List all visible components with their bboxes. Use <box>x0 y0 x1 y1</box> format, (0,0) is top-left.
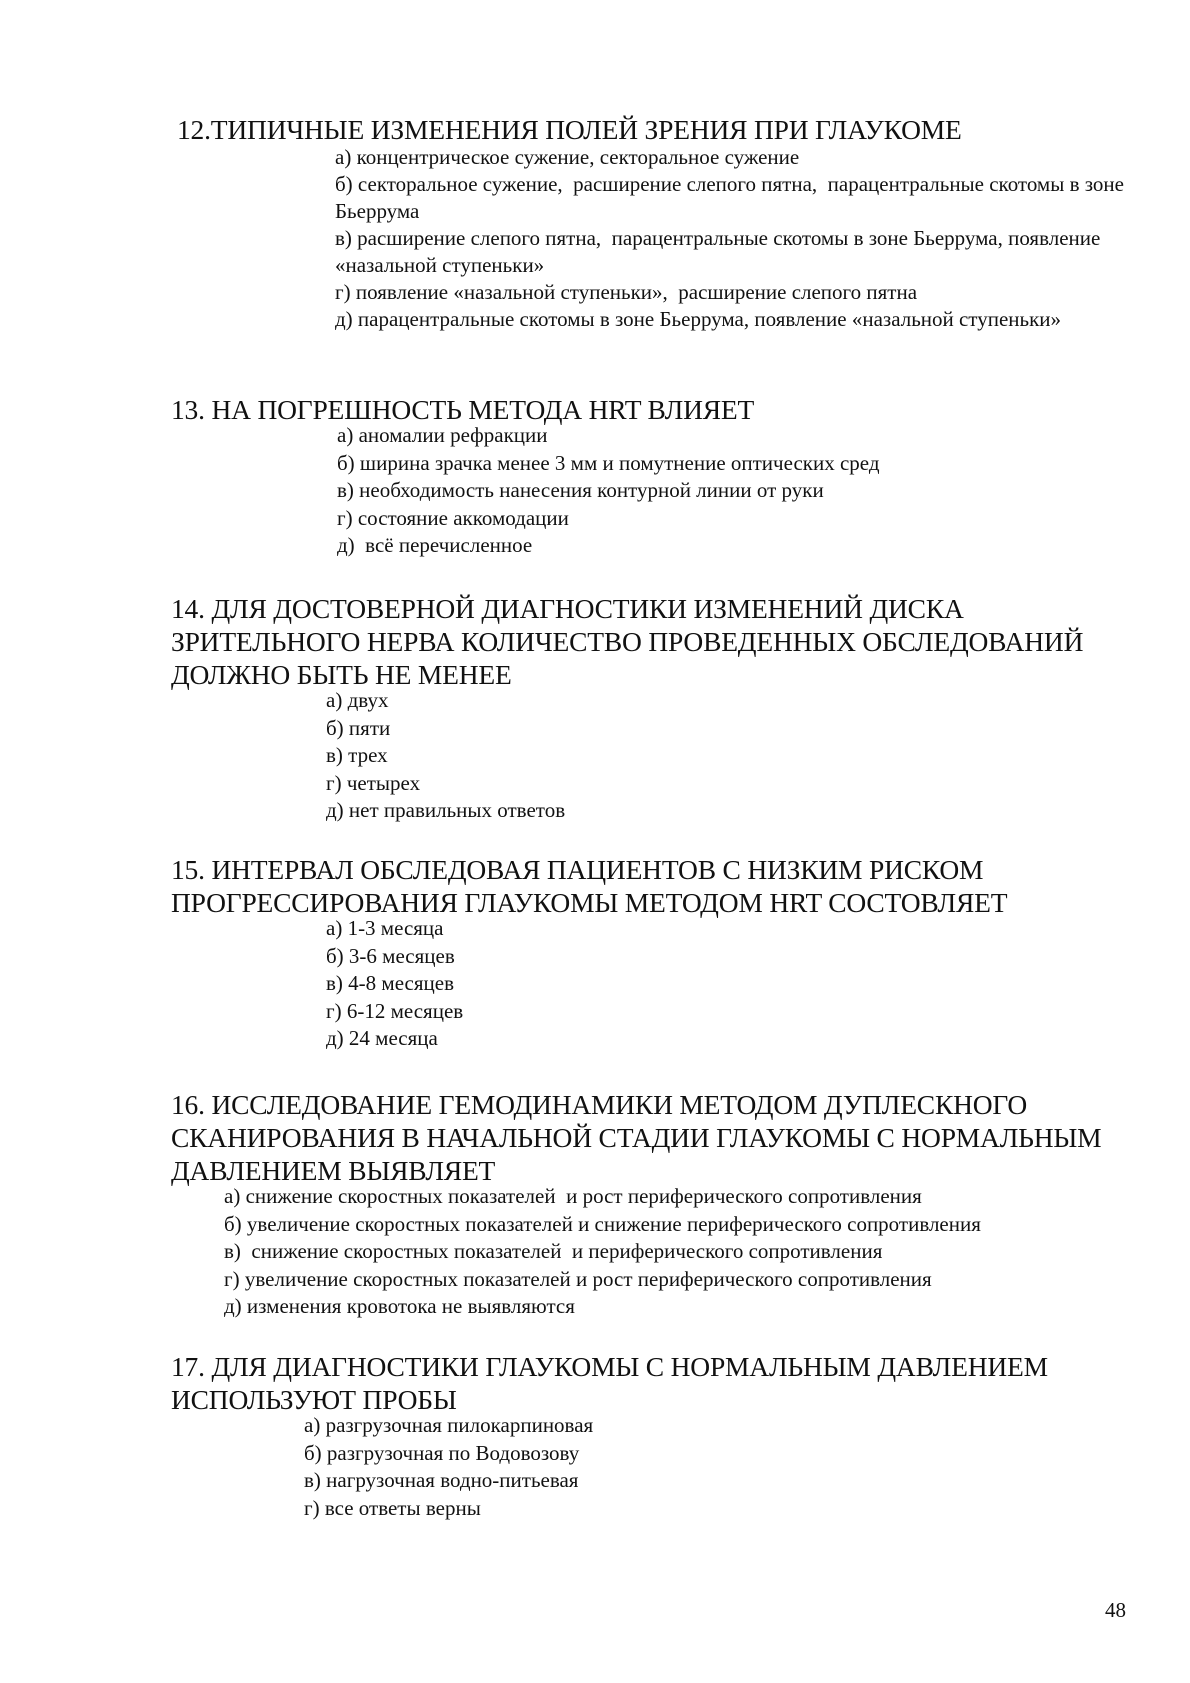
answer-option-b: б) секторальное сужение, расширение слепого пятна, парацентральные скотомы в зоне Бьеррума <box>335 172 1130 223</box>
answer-option-g: г) состояние аккомодации <box>337 505 569 530</box>
answer-option-g: г) появление «назальной ступеньки», расширение слепого пятна <box>335 280 918 304</box>
answer-option-a: а) аномалии рефракции <box>337 423 548 447</box>
answer-option-v: в) нагрузочная водно-питьевая <box>304 1468 579 1492</box>
answer-options <box>337 422 1131 560</box>
question-16 <box>171 1088 1131 1321</box>
answer-option-b: б) 3-6 месяцев <box>326 943 455 968</box>
answer-option-d: д) 24 месяца <box>326 1026 438 1050</box>
answer-option-v: в) расширение слепого пятна, парацентральные скотомы в зоне Бьеррума, появление «назальной ступеньки» <box>335 226 1106 277</box>
answer-options <box>326 915 1131 1053</box>
answer-option-b: б) пяти <box>326 715 391 740</box>
page-number: 48 <box>1105 1598 1126 1622</box>
answer-option-v: в) 4-8 месяцев <box>326 971 454 995</box>
answer-option-g: г) все ответы верны <box>304 1495 481 1520</box>
answer-option-d: д) парацентральные скотомы в зоне Бьеррума, появление «назальной ступеньки» <box>335 307 1062 331</box>
question-14 <box>171 592 1131 825</box>
question-12 <box>171 113 1131 333</box>
answer-option-a: а) концентрическое сужение, секторальное сужение <box>335 145 800 169</box>
answer-option-d: д) изменения кровотока не выявляются <box>224 1294 575 1318</box>
question-15 <box>171 853 1131 1053</box>
answer-option-a: а) разгрузочная пилокарпиновая <box>304 1413 594 1437</box>
question-title: 17. ДЛЯ ДИАГНОСТИКИ ГЛАУКОМЫ С НОРМАЛЬНЫМ ДАВЛЕНИЕМ ИСПОЛЬЗУЮТ ПРОБЫ <box>171 1351 1048 1415</box>
answer-options <box>326 687 1131 825</box>
answer-options <box>224 1183 1131 1321</box>
answer-option-d: д) всё перечисленное <box>337 533 533 557</box>
answer-option-v: в) снижение скоростных показателей и периферического сопротивления <box>224 1239 883 1263</box>
question-title: 12.ТИПИЧНЫЕ ИЗМЕНЕНИЯ ПОЛЕЙ ЗРЕНИЯ ПРИ ГЛАУКОМЕ <box>177 114 962 145</box>
question-title: 14. ДЛЯ ДОСТОВЕРНОЙ ДИАГНОСТИКИ ИЗМЕНЕНИЙ ДИСКА ЗРИТЕЛЬНОГО НЕРВА КОЛИЧЕСТВО ПРОВЕДЕННЫХ ОБСЛЕДОВАНИЙ ДОЛЖНО БЫТЬ НЕ МЕНЕЕ <box>171 593 1084 690</box>
answer-option-a: а) 1-3 месяца <box>326 916 444 940</box>
question-13 <box>171 393 1131 560</box>
answer-option-g: г) четырех <box>326 770 421 795</box>
question-17 <box>171 1350 1131 1522</box>
answer-option-g: г) 6-12 месяцев <box>326 998 464 1023</box>
answer-options <box>304 1412 1131 1522</box>
answer-option-g: г) увеличение скоростных показателей и рост периферического сопротивления <box>224 1266 932 1291</box>
answer-options <box>335 144 1130 333</box>
answer-option-b: б) ширина зрачка менее 3 мм и помутнение оптических сред <box>337 450 880 475</box>
answer-option-a: а) снижение скоростных показателей и рост периферического сопротивления <box>224 1184 922 1208</box>
answer-option-a: а) двух <box>326 688 389 712</box>
answer-option-v: в) трех <box>326 743 388 767</box>
answer-option-b: б) разгрузочная по Водовозову <box>304 1440 580 1465</box>
answer-option-b: б) увеличение скоростных показателей и снижение периферического сопротивления <box>224 1211 981 1236</box>
question-title: 13. НА ПОГРЕШНОСТЬ МЕТОДА HRT ВЛИЯЕТ <box>171 394 755 425</box>
answer-option-d: д) нет правильных ответов <box>326 798 566 822</box>
question-title: 15. ИНТЕРВАЛ ОБСЛЕДОВАЯ ПАЦИЕНТОВ С НИЗКИМ РИСКОМ ПРОГРЕССИРОВАНИЯ ГЛАУКОМЫ МЕТОДОМ HRT СОСТОВЛЯЕТ <box>171 854 1008 918</box>
question-title: 16. ИССЛЕДОВАНИЕ ГЕМОДИНАМИКИ МЕТОДОМ ДУПЛЕСКНОГО СКАНИРОВАНИЯ В НАЧАЛЬНОЙ СТАДИИ ГЛАУКОМЫ С НОРМАЛЬНЫМ ДАВЛЕНИЕМ ВЫЯВЛЯЕТ <box>171 1089 1102 1186</box>
answer-option-v: в) необходимость нанесения контурной линии от руки <box>337 478 824 502</box>
